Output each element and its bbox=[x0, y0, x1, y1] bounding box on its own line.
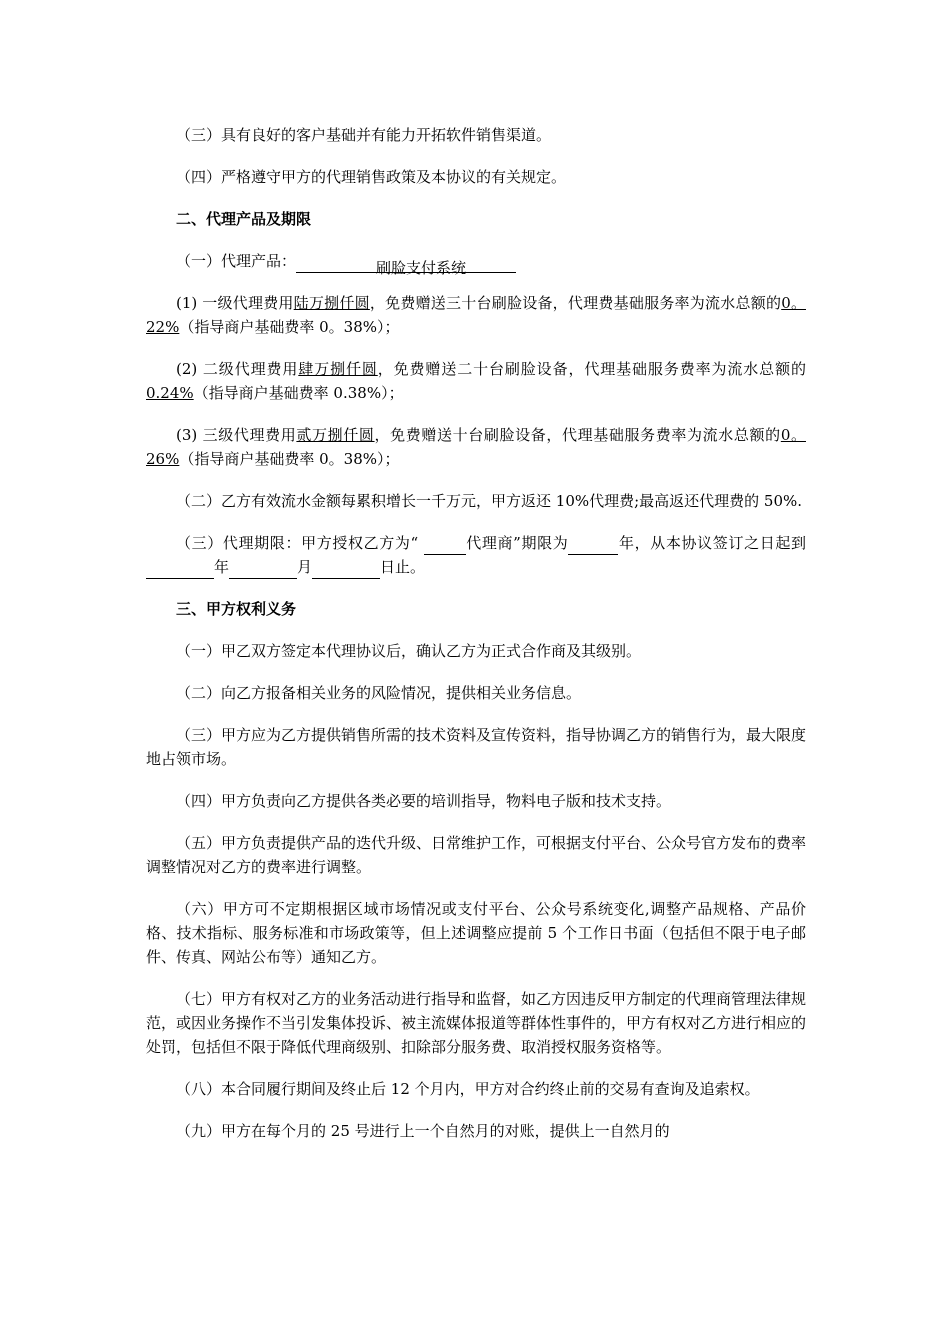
document-body bbox=[146, 123, 806, 1143]
end-year-blank bbox=[146, 562, 214, 579]
term-text-c: 年，从本协议签订之日起到 bbox=[618, 534, 806, 552]
tier-1-fee bbox=[146, 291, 806, 339]
clause-2-1-product bbox=[146, 249, 806, 278]
tier-2-rate: 0.24% bbox=[146, 384, 194, 402]
tier-2-label: (2) 二级代理费用 bbox=[176, 360, 299, 378]
tier-3-rate: 0。26% bbox=[146, 426, 806, 468]
clause-3-3: （三）甲方应为乙方提供销售所需的技术资料及宣传资料，指导协调乙方的销售行为，最大限度地占领市场。 bbox=[146, 726, 807, 768]
clause-1-4: （四）严格遵守甲方的代理销售政策及本协议的有关规定。 bbox=[176, 168, 567, 186]
tier-2-amount: 肆万捌仟圆 bbox=[298, 360, 378, 378]
tier-1-text: ，免费赠送三十台刷脸设备，代理费基础服务率为流水总额的 bbox=[369, 294, 782, 312]
section-heading-3: 三、甲方权利义务 bbox=[176, 600, 297, 618]
tier-1-label: (1) 一级代理费用 bbox=[176, 294, 294, 312]
tier-1-amount: 陆万捌仟圆 bbox=[293, 294, 370, 312]
tier-1-note: （指导商户基础费率 0。38%）； bbox=[179, 318, 400, 336]
clause-2-2: （二）乙方有效流水金额每累积增长一千万元，甲方返还 10%代理费;最高返还代理费的 50%. bbox=[176, 492, 803, 510]
tier-2-text: ，免费赠送二十台刷脸设备，代理基础服务费率为流水总额的 bbox=[377, 360, 806, 378]
clause-3-4: （四）甲方负责向乙方提供各类必要的培训指导，物料电子版和技术支持。 bbox=[176, 792, 672, 810]
end-day-blank bbox=[312, 562, 380, 579]
term-text-b: 代理商”期限为 bbox=[465, 534, 569, 552]
term-month: 月 bbox=[297, 558, 313, 576]
product-label: （一）代理产品： bbox=[176, 252, 297, 270]
term-text-a: （三）代理期限：甲方授权乙方为“ bbox=[176, 534, 424, 552]
term-year: 年 bbox=[214, 558, 230, 576]
clause-3-2: （二）向乙方报备相关业务的风险情况，提供相关业务信息。 bbox=[176, 684, 582, 702]
product-name: 刷脸支付系统 bbox=[296, 256, 516, 273]
section-heading-2: 二、代理产品及期限 bbox=[176, 210, 312, 228]
clause-2-3-term bbox=[146, 531, 806, 579]
clause-3-1: （一）甲乙双方签定本代理协议后，确认乙方为正式合作商及其级别。 bbox=[176, 642, 642, 660]
tier-3-amount: 贰万捌仟圆 bbox=[296, 426, 375, 444]
clause-3-7: （七）甲方有权对乙方的业务活动进行指导和监督，如乙方因违反甲方制定的代理商管理法律规范，或因业务操作不当引发集体投诉、被主流媒体报道等群体性事件的，甲方有权对乙方进行相应的处罚，包括但不限于降低代理商级别、扣除部分服务费、取消授权服务资格等。 bbox=[146, 990, 807, 1056]
tier-2-note: （指导商户基础费率 0.38%）； bbox=[193, 384, 404, 402]
tier-3-note: （指导商户基础费率 0。38%）； bbox=[179, 450, 400, 468]
clause-3-9: （九）甲方在每个月的 25 号进行上一个自然月的对账，提供上一自然月的 bbox=[176, 1122, 670, 1140]
end-month-blank bbox=[229, 562, 297, 579]
clause-3-5: （五）甲方负责提供产品的迭代升级、日常维护工作，可根据支付平台、公众号官方发布的费率调整情况对乙方的费率进行调整。 bbox=[146, 834, 807, 876]
years-blank bbox=[568, 538, 618, 555]
term-end: 日止。 bbox=[380, 558, 426, 576]
agent-blank bbox=[424, 538, 466, 555]
tier-3-label: (3) 三级代理费用 bbox=[176, 426, 297, 444]
tier-3-fee bbox=[146, 423, 806, 471]
tier-1-rate: 0。22% bbox=[146, 294, 806, 336]
clause-3-8: （八）本合同履行期间及终止后 12 个月内，甲方对合约终止前的交易有查询及追索权。 bbox=[176, 1080, 760, 1098]
clause-3-6: （六）甲方可不定期根据区域市场情况或支付平台、公众号系统变化,调整产品规格、产品价格、技术指标、服务标准和市场政策等，但上述调整应提前 5 个工作日书面（包括但不限于电子邮件、传真、网站公布等）通知乙方。 bbox=[146, 900, 806, 966]
clause-1-3: （三）具有良好的客户基础并有能力开拓软件销售渠道。 bbox=[176, 126, 552, 144]
tier-3-text: ，免费赠送十台刷脸设备，代理基础服务费率为流水总额的 bbox=[374, 426, 781, 444]
tier-2-fee bbox=[146, 357, 806, 405]
